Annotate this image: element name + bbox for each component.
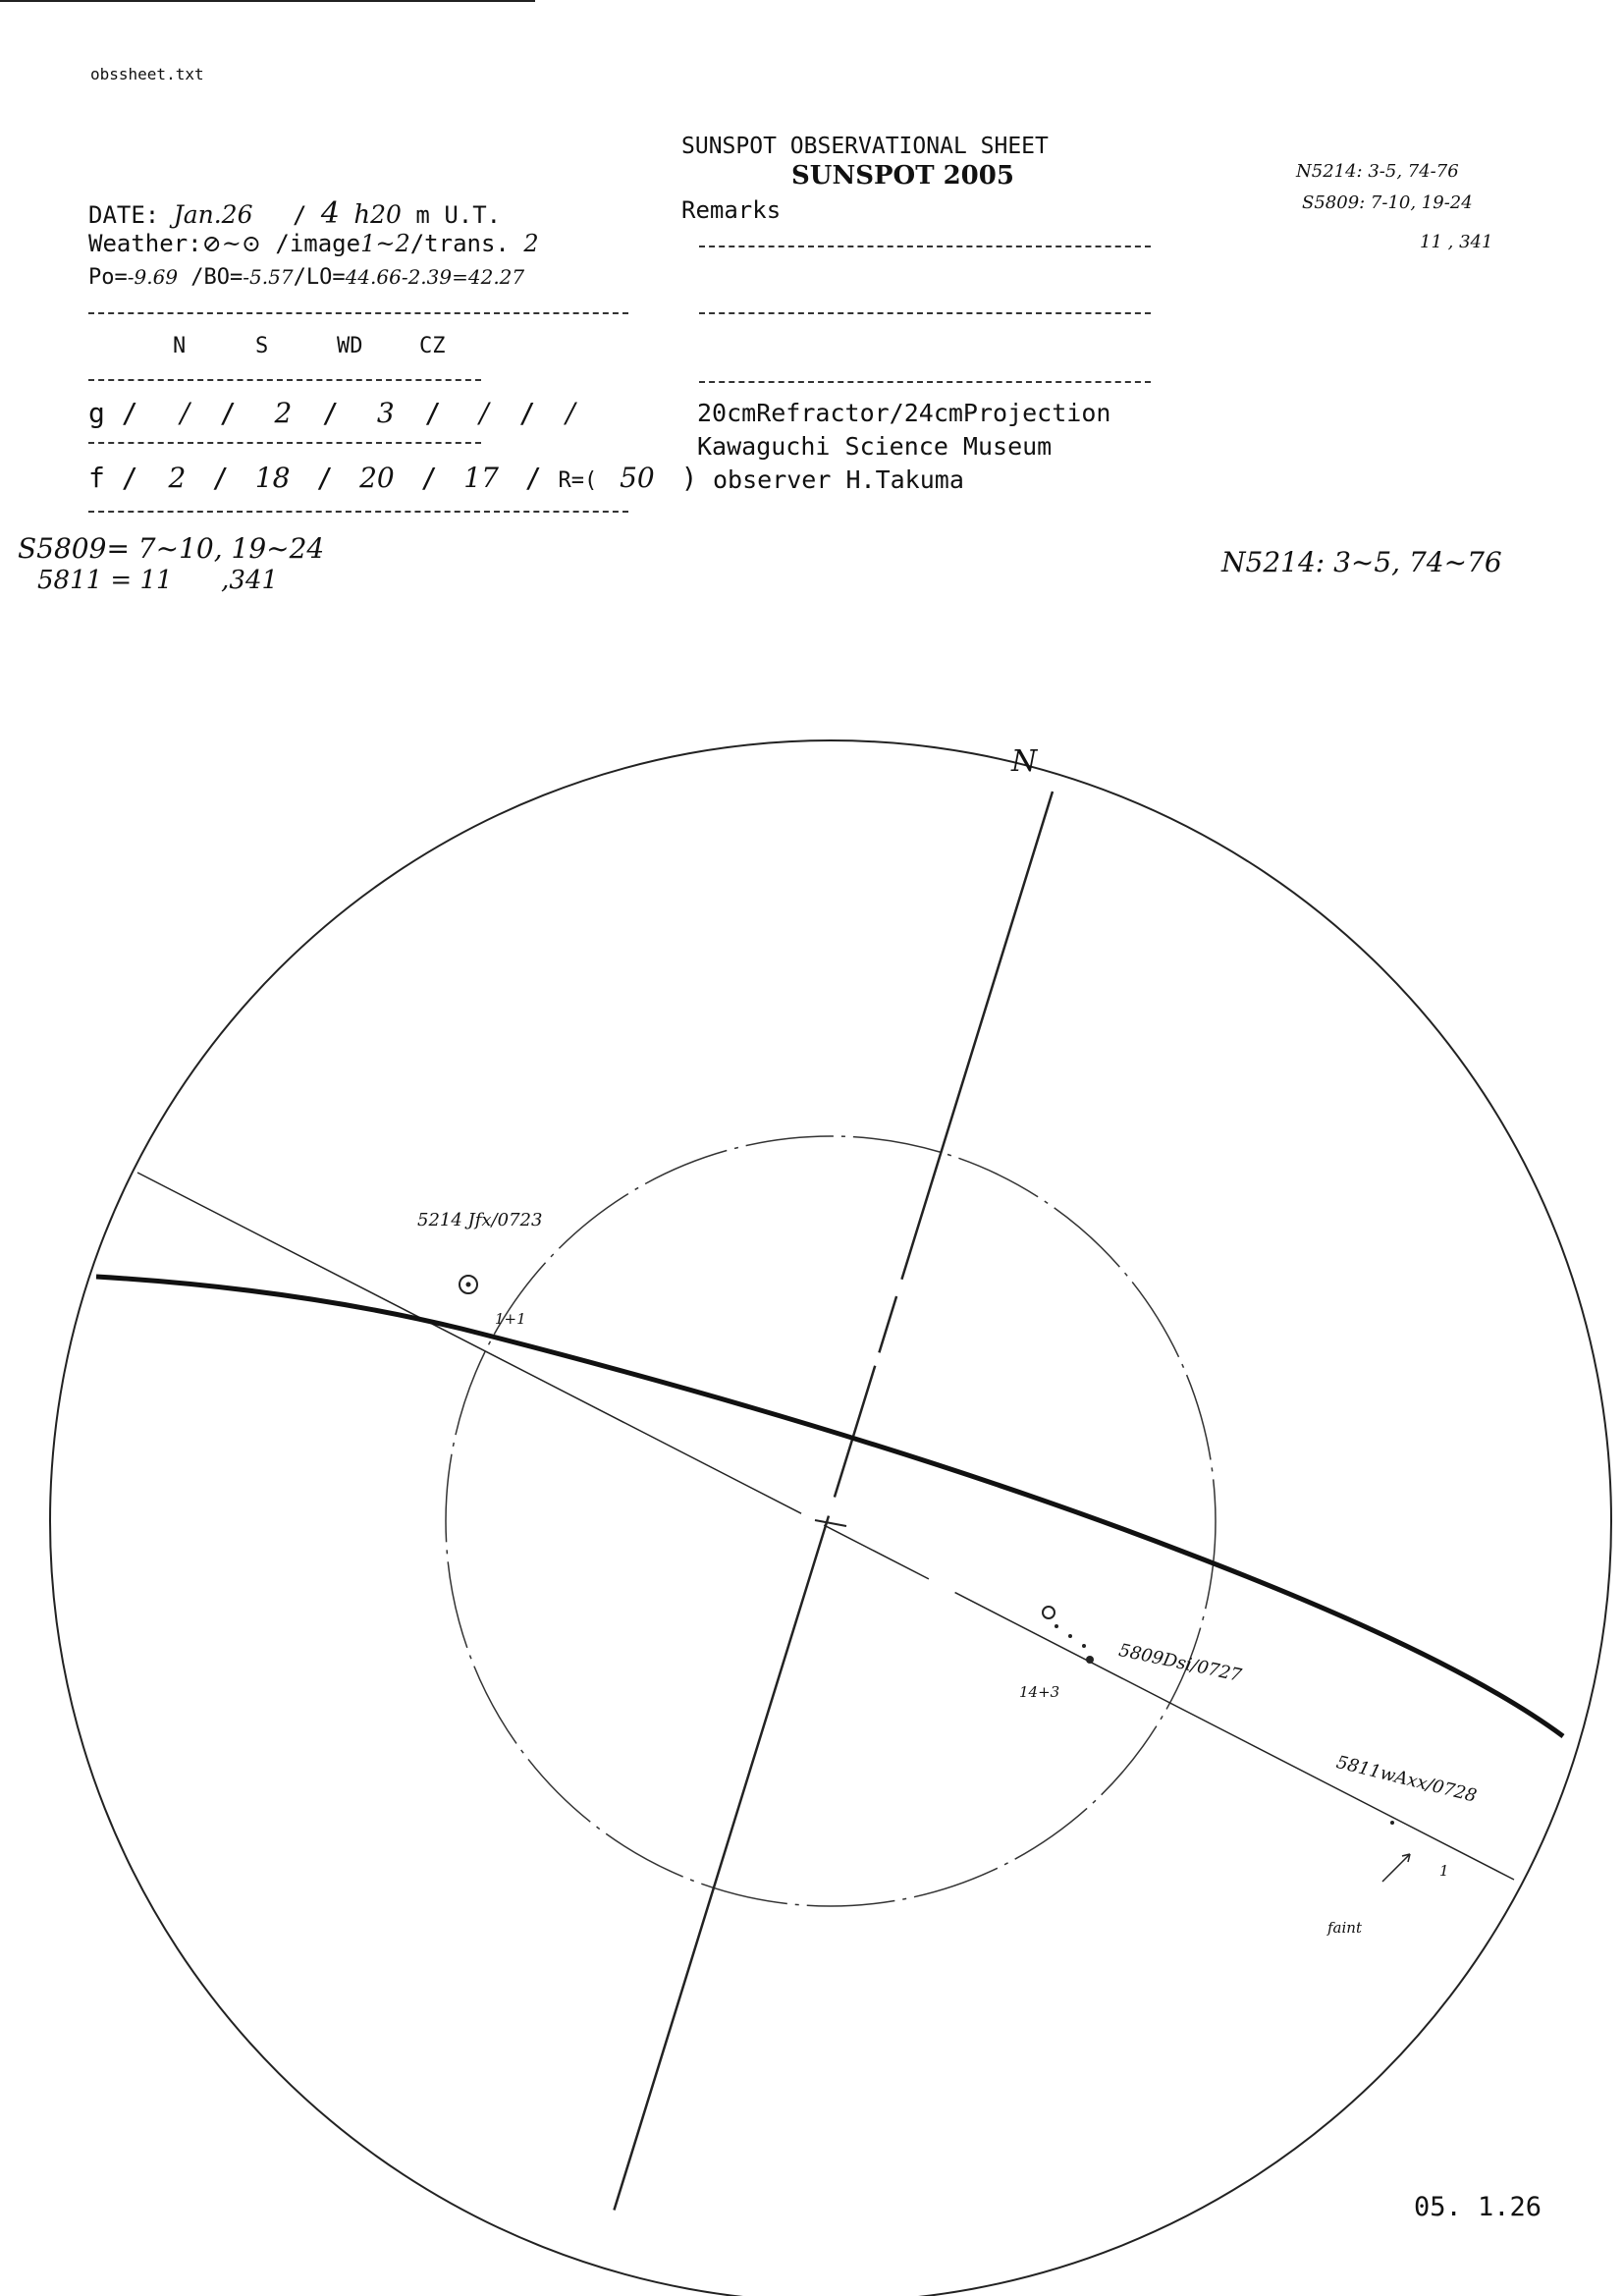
spot-5811-count: 1 [1439, 1862, 1449, 1880]
faint-arrow [1382, 1854, 1410, 1882]
note-top-right-1: N5214: 3-5, 74-76 [1296, 161, 1459, 182]
ecliptic-arc [96, 1277, 1563, 1736]
po-value: -9.69 [127, 265, 179, 289]
col-s: S [255, 334, 269, 358]
spot-5809-dot [1068, 1634, 1072, 1638]
g-cz: / [479, 397, 489, 429]
footer-date: 05. 1.26 [1414, 2192, 1542, 2222]
note-right: N5214: 3~5, 74~76 [1221, 546, 1502, 578]
g-label: g [88, 397, 105, 429]
sheet-subtitle: SUNSPOT 2005 [791, 161, 1014, 191]
g-n: / [180, 397, 189, 429]
trans-label: /trans. [409, 230, 510, 257]
telescope: 20cmRefractor/24cmProjection [697, 399, 1111, 427]
spot-5809-dot [1082, 1644, 1086, 1648]
spot-5214-label: 5214 Jfx/0723 [417, 1210, 543, 1230]
location: Kawaguchi Science Museum [697, 432, 1053, 461]
g-wd: 3 [376, 397, 395, 429]
weather-value: ⊘~⊙ [201, 230, 261, 257]
trans-value: 2 [523, 230, 539, 257]
solar-limb [50, 740, 1611, 2296]
bo-label: /BO= [190, 265, 243, 290]
spot-5811-dot [1390, 1821, 1394, 1825]
g-s: 2 [274, 397, 293, 429]
date-value: Jan.26 [173, 200, 253, 229]
g-row: g / / / 2 / 3 / / / / [88, 397, 575, 429]
note-top-right-3: 11 , 341 [1420, 232, 1493, 252]
time-min-unit: m U.T. [415, 201, 502, 229]
bo-value: -5.57 [243, 265, 294, 289]
time-hour: 4 [320, 196, 340, 231]
spot-5809-follower [1086, 1656, 1094, 1664]
center-mark [815, 1520, 846, 1526]
r-close: ) [680, 462, 698, 494]
time-min: 20 [370, 200, 402, 229]
spot-5809-leader [1043, 1607, 1055, 1618]
note-left-2: 5811 = 11 ,341 [37, 566, 279, 595]
faint-label: faint [1327, 1919, 1362, 1937]
spot-5214-count: 1+1 [495, 1310, 526, 1328]
f-row: f / 2 / 18 / 20 / 17 / R=( 50 ) [88, 462, 698, 494]
north-label: N [1011, 744, 1038, 779]
spot-5811-label: 5811wAxx/0728 [1333, 1752, 1480, 1807]
f-s: 18 [254, 462, 291, 494]
col-n: N [173, 334, 187, 358]
remarks-label: Remarks [681, 196, 782, 224]
lo-label: /LO= [293, 265, 346, 290]
f-label: f [88, 462, 105, 494]
r-value: 50 [620, 462, 655, 494]
f-n: 2 [168, 462, 187, 494]
weather-label: Weather: [88, 230, 202, 257]
lo-value: 44.66-2.39=42.27 [345, 265, 525, 289]
spot-5809-count: 14+3 [1019, 1683, 1060, 1701]
note-top-right-2: S5809: 7-10, 19-24 [1302, 192, 1473, 213]
note-left-1: S5809= 7~10, 19~24 [18, 532, 325, 565]
spot-5809-label: 5809Dsi/0727 [1116, 1640, 1244, 1686]
g-end: / [566, 397, 575, 429]
spot-5809-dot [1055, 1624, 1058, 1628]
po-label: Po= [88, 265, 128, 290]
f-cz: 17 [463, 462, 499, 494]
spot-5214-core [466, 1283, 471, 1287]
image-value: 1~2 [360, 230, 410, 257]
date-label: DATE: [88, 201, 160, 229]
f-wd: 20 [359, 462, 395, 494]
date-row: DATE: Jan.26 / 4 h20 m U.T. [88, 196, 502, 231]
image-label: /image [275, 230, 361, 257]
sheet-title: SUNSPOT OBSERVATIONAL SHEET [681, 134, 1049, 159]
col-wd: WD [337, 334, 363, 358]
equator-line [137, 1173, 1514, 1880]
col-cz: CZ [419, 334, 446, 358]
observer: observer H.Takuma [713, 465, 964, 494]
r-label: R=( [558, 468, 598, 493]
file-label: obssheet.txt [90, 65, 204, 83]
time-hour-unit: h [353, 200, 371, 230]
